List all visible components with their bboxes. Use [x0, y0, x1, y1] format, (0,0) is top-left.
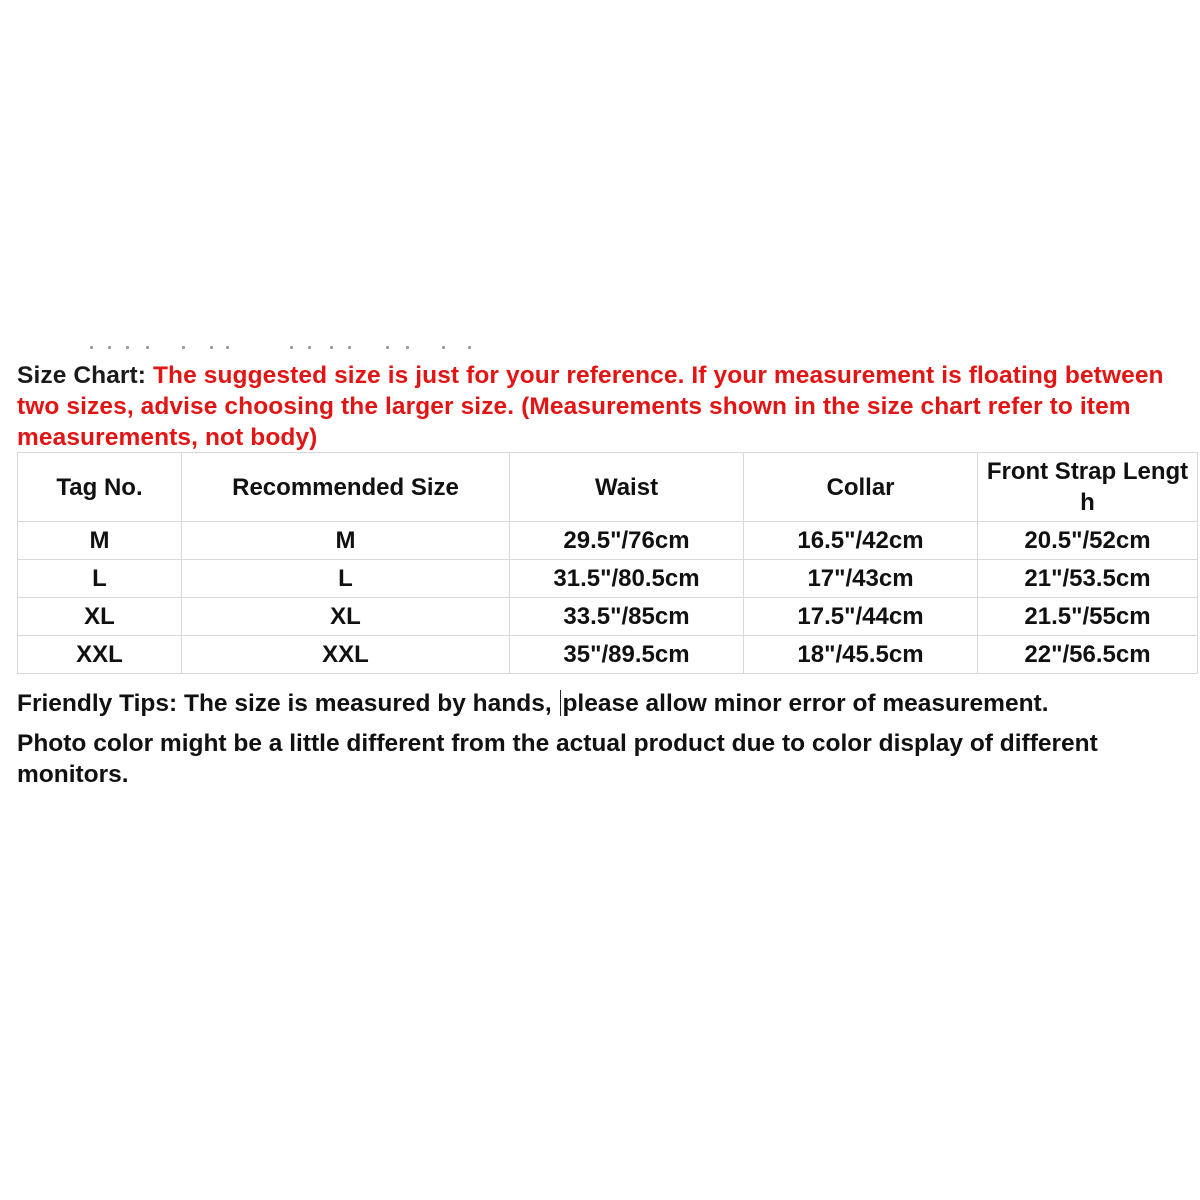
cell-front-strap-length: 20.5"/52cm	[978, 522, 1198, 560]
size-chart-note: The suggested size is just for your reference. If your measurement is floating between two sizes, advise choosing the larger size. (Measurements shown in the size chart refer to item measurements, not body)	[17, 362, 1164, 451]
friendly-tips	[17, 688, 1192, 719]
friendly-tips-text-end: please allow minor error of measurement.	[562, 690, 1049, 717]
cell-front-strap-length: 22"/56.5cm	[978, 636, 1198, 674]
cell-recommended-size: L	[182, 560, 510, 598]
table-row	[18, 522, 1198, 560]
cell-front-strap-length: 21"/53.5cm	[978, 560, 1198, 598]
size-chart-intro	[17, 360, 1187, 453]
table-row	[18, 636, 1198, 674]
cell-waist: 35"/89.5cm	[510, 636, 744, 674]
cell-waist: 33.5"/85cm	[510, 598, 744, 636]
cell-front-strap-length: 21.5"/55cm	[978, 598, 1198, 636]
cell-collar: 18"/45.5cm	[744, 636, 978, 674]
cell-waist: 31.5"/80.5cm	[510, 560, 744, 598]
size-table	[17, 452, 1198, 674]
header-tag-no: Tag No.	[18, 453, 182, 522]
table-header-row	[18, 453, 1198, 522]
cell-recommended-size: M	[182, 522, 510, 560]
header-waist: Waist	[510, 453, 744, 522]
header-front-strap-length: Front Strap Length	[978, 453, 1198, 522]
cell-tag-no: XXL	[18, 636, 182, 674]
photo-color-note: Photo color might be a little different from the actual product due to color display of different monitors.	[17, 730, 1098, 788]
tips-section	[17, 688, 1192, 790]
size-chart-label: Size Chart:	[17, 362, 153, 389]
cell-recommended-size: XXL	[182, 636, 510, 674]
header-recommended-size: Recommended Size	[182, 453, 510, 522]
clipped-text-artifact	[86, 340, 486, 352]
table-row	[18, 560, 1198, 598]
friendly-tips-text-start: Friendly Tips: The size is measured by hands,	[17, 690, 559, 717]
header-collar: Collar	[744, 453, 978, 522]
cell-waist: 29.5"/76cm	[510, 522, 744, 560]
cell-collar: 16.5"/42cm	[744, 522, 978, 560]
table-row	[18, 598, 1198, 636]
cell-tag-no: M	[18, 522, 182, 560]
cell-recommended-size: XL	[182, 598, 510, 636]
cell-collar: 17"/43cm	[744, 560, 978, 598]
cell-tag-no: XL	[18, 598, 182, 636]
cell-collar: 17.5"/44cm	[744, 598, 978, 636]
cell-tag-no: L	[18, 560, 182, 598]
